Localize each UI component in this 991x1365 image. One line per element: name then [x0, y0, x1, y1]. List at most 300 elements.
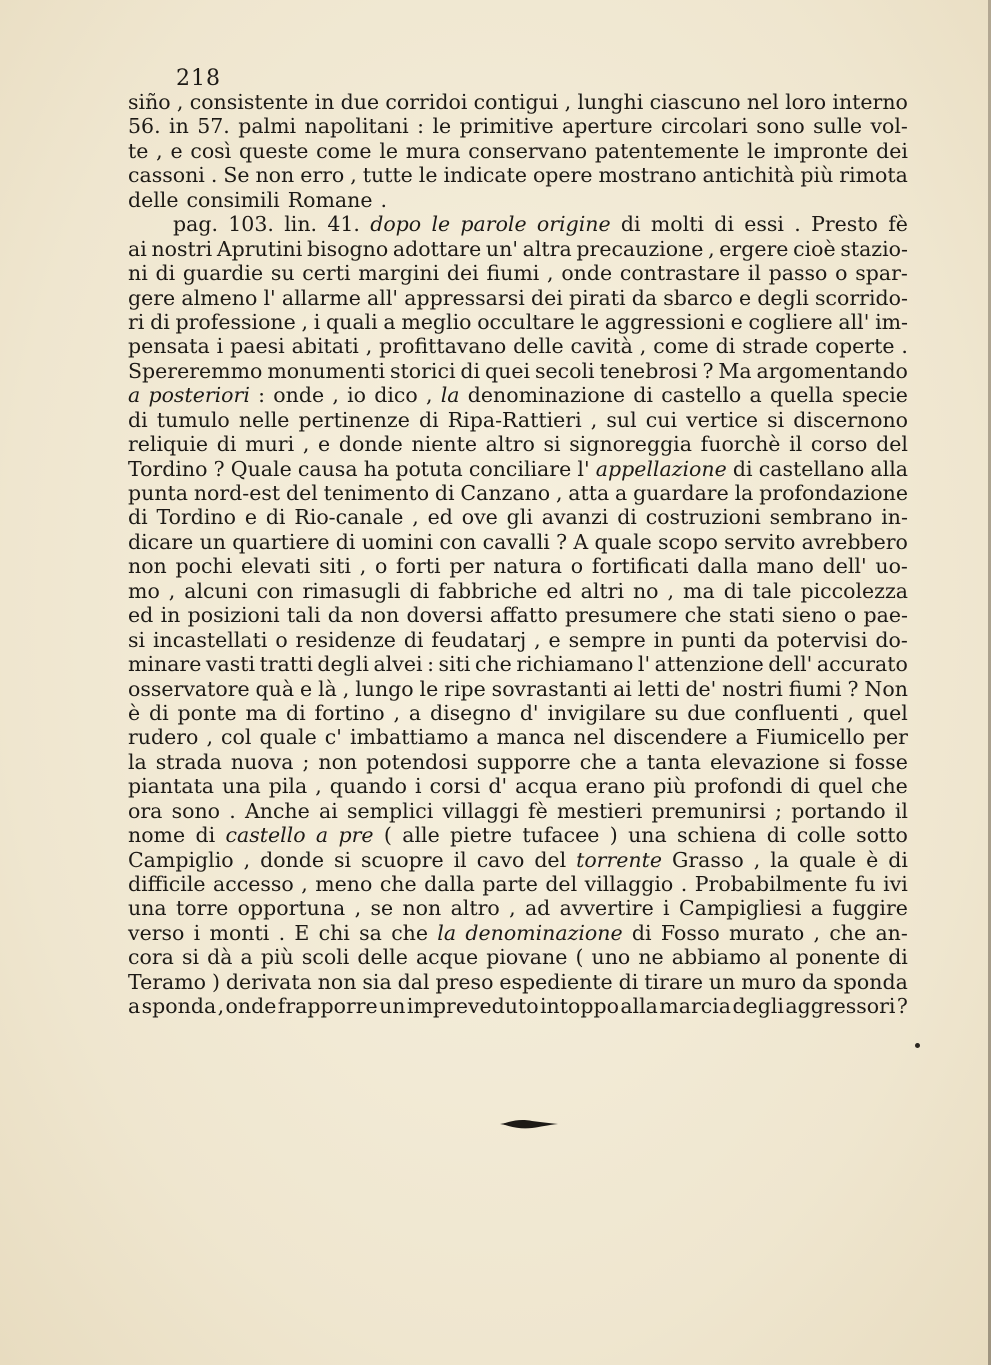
- word: fè: [528, 798, 548, 823]
- word: interno: [832, 90, 908, 114]
- word: degli: [317, 652, 369, 677]
- word: quale: [259, 725, 317, 750]
- word: imbattiamo: [349, 725, 469, 750]
- word: così: [190, 138, 232, 163]
- word: de': [685, 676, 717, 701]
- word: ?: [213, 456, 225, 481]
- word: ed: [427, 505, 453, 530]
- word: si: [128, 627, 146, 652]
- word: ): [609, 823, 618, 848]
- word: le: [432, 114, 452, 139]
- word: coperte: [815, 334, 895, 359]
- word: onde: [273, 383, 325, 408]
- word: ,: [342, 676, 350, 701]
- word: ,: [847, 700, 854, 725]
- word: specie: [841, 383, 908, 408]
- word: scorrido-: [815, 285, 908, 310]
- word: attenzione: [654, 652, 764, 677]
- word: avanzi: [541, 505, 609, 530]
- word: Tordino: [156, 505, 236, 530]
- word: sempre: [568, 627, 646, 652]
- word: quella: [769, 383, 834, 408]
- word: col: [221, 725, 252, 750]
- word: ,: [813, 920, 821, 945]
- word: premunirsi: [651, 798, 766, 823]
- word: che: [474, 652, 512, 677]
- text-line: [128, 237, 908, 261]
- word: piccolezza: [800, 578, 908, 603]
- word: ,: [753, 847, 761, 872]
- printer-ornament-icon: [500, 1116, 560, 1132]
- word: rudero: [128, 725, 199, 750]
- text-line: [128, 90, 908, 114]
- word: quando: [329, 774, 408, 799]
- word: sieno: [781, 603, 837, 628]
- word: si: [181, 945, 200, 970]
- word: signoreggia: [569, 432, 692, 457]
- word: quali: [326, 309, 378, 334]
- word: a: [810, 896, 824, 921]
- word: sembrano: [769, 505, 873, 530]
- word: di: [265, 505, 286, 530]
- word: parole: [460, 212, 527, 237]
- text-line: [128, 212, 908, 236]
- word: .: [794, 212, 801, 237]
- word: siño: [128, 90, 171, 114]
- word: supporre: [476, 749, 571, 774]
- text-line: [128, 188, 908, 212]
- word: loro: [785, 90, 827, 114]
- word: su: [270, 261, 295, 286]
- text-line: [128, 481, 908, 505]
- word: i: [663, 896, 670, 921]
- word: osservatore: [128, 676, 250, 701]
- text-line: [128, 945, 908, 969]
- text-line: [128, 408, 908, 432]
- word: castellano: [758, 456, 865, 481]
- word: che: [379, 872, 417, 896]
- word: incastellati: [152, 627, 268, 652]
- word: del: [285, 481, 318, 505]
- word: ,: [301, 309, 308, 334]
- word: lin.: [284, 212, 318, 237]
- word: castello: [225, 823, 306, 848]
- word: Fiumicello: [755, 725, 865, 750]
- word: ponente: [795, 945, 881, 970]
- word: dell': [822, 554, 867, 579]
- word: di: [403, 627, 424, 652]
- word: una: [128, 896, 167, 921]
- word: un: [708, 969, 736, 994]
- word: un: [199, 529, 227, 554]
- word: contigui: [473, 90, 559, 114]
- word: monumenti: [267, 358, 386, 383]
- word: scuopre: [361, 847, 444, 872]
- word: Fosso: [660, 920, 720, 945]
- word: da: [743, 627, 769, 652]
- word: ,: [350, 163, 357, 188]
- word: aggressori: [785, 994, 896, 1019]
- word: si: [333, 847, 352, 872]
- word: si: [543, 432, 561, 457]
- word: che: [391, 920, 429, 945]
- word: :: [258, 383, 266, 408]
- word: cogliere: [748, 309, 833, 334]
- word: ?: [702, 358, 714, 383]
- text-line: [128, 750, 908, 774]
- word: ,: [315, 774, 322, 799]
- word: pag.: [173, 212, 218, 237]
- word: vol-: [870, 114, 908, 139]
- word: impreveduto: [406, 994, 539, 1019]
- word: passo: [768, 261, 828, 286]
- word: conservano: [468, 138, 588, 163]
- word: stati: [728, 603, 775, 628]
- word: ,: [509, 896, 516, 921]
- word: che: [684, 603, 722, 628]
- word: gli: [506, 505, 533, 530]
- word: alla: [870, 456, 908, 481]
- word: da: [801, 969, 828, 994]
- word: ?: [847, 676, 859, 701]
- word: in: [314, 90, 335, 114]
- word: fuorchè: [700, 432, 781, 457]
- word: strada: [155, 749, 222, 774]
- word: .: [380, 187, 388, 212]
- word: ora: [128, 798, 163, 823]
- word: se: [370, 896, 394, 921]
- word: nuova: [230, 749, 294, 774]
- word: paesi: [230, 334, 285, 359]
- text-line: [128, 114, 908, 138]
- word: un: [379, 994, 406, 1019]
- word: quà: [255, 676, 295, 701]
- word: tale: [752, 578, 792, 603]
- word: pensata: [128, 334, 210, 359]
- word: :: [417, 114, 425, 139]
- word: Quale: [230, 456, 292, 481]
- word: Ripa-Rattieri: [447, 407, 582, 432]
- word: semplici: [346, 798, 434, 823]
- word: non: [128, 554, 167, 579]
- word: pochi: [175, 554, 233, 579]
- word: Ma: [718, 358, 752, 383]
- word: ,: [243, 847, 251, 872]
- word: Aprutini: [216, 236, 303, 261]
- word: non: [318, 749, 358, 774]
- word: sponda: [141, 994, 217, 1019]
- word: la: [128, 749, 147, 774]
- word: all': [838, 309, 870, 334]
- word: lungo: [355, 676, 414, 701]
- word: non: [255, 163, 295, 188]
- word: onde: [225, 994, 277, 1019]
- word: e: [730, 309, 743, 334]
- word: i: [415, 774, 422, 799]
- word: con: [439, 529, 477, 554]
- word: E: [294, 920, 310, 945]
- word: la: [437, 920, 457, 945]
- word: elevati: [240, 554, 311, 579]
- word: guardare: [633, 481, 729, 505]
- text-line: [128, 848, 908, 872]
- word: le: [431, 212, 451, 237]
- word: muri: [245, 432, 295, 457]
- word: Non: [864, 676, 908, 701]
- word: all': [367, 285, 399, 310]
- word: le: [419, 676, 439, 701]
- word: espediente: [499, 969, 613, 994]
- word: si: [767, 407, 785, 432]
- word: quel: [862, 700, 908, 725]
- word: fabbriche: [438, 578, 538, 603]
- word: una: [628, 823, 667, 848]
- word: le: [580, 309, 600, 334]
- word: verso: [128, 920, 185, 945]
- word: storici: [390, 358, 456, 383]
- word: pre: [338, 823, 374, 848]
- word: forti: [396, 554, 441, 579]
- word: erano: [585, 774, 646, 799]
- word: ha: [363, 456, 390, 481]
- word: ,: [301, 872, 308, 896]
- word: delle: [128, 187, 179, 212]
- text-line: [128, 286, 908, 310]
- word: al: [768, 945, 788, 970]
- word: profittavano: [379, 334, 507, 359]
- word: vasti: [205, 652, 256, 677]
- word: punti: [681, 627, 736, 652]
- ink-dot: [915, 1043, 920, 1048]
- word: ,: [555, 481, 563, 505]
- word: pirati: [569, 285, 626, 310]
- word: almeno: [181, 285, 258, 310]
- word: aggressioni: [604, 309, 725, 334]
- word: origine: [536, 212, 611, 237]
- word: non: [317, 969, 357, 994]
- word: .: [901, 334, 908, 359]
- word: sponda: [833, 969, 908, 994]
- word: dell': [768, 652, 813, 677]
- word: patentemente: [594, 138, 740, 163]
- word: di: [216, 432, 237, 457]
- word: tenimento: [323, 481, 430, 505]
- word: di: [285, 700, 306, 725]
- word: fortificati: [591, 554, 689, 579]
- word: adottare: [392, 236, 482, 261]
- word: ,: [302, 432, 310, 457]
- word: in-: [881, 505, 908, 530]
- word: tutte: [362, 163, 413, 188]
- word: opere: [532, 163, 593, 188]
- word: ed: [546, 578, 572, 603]
- text-line: [128, 677, 908, 701]
- word: la: [770, 847, 789, 872]
- word: l': [637, 652, 651, 677]
- word: ne: [638, 945, 664, 970]
- text-line: [128, 139, 908, 163]
- word: argomentando: [756, 358, 908, 383]
- word: una: [222, 774, 261, 799]
- word: il: [453, 847, 467, 872]
- word: costruzioni: [645, 505, 761, 530]
- word: di: [434, 481, 455, 505]
- word: mostrano: [598, 163, 697, 188]
- word: scopo: [658, 529, 718, 554]
- word: dà: [207, 945, 233, 970]
- word: .: [229, 798, 236, 823]
- word: la: [734, 481, 754, 505]
- word: a: [749, 383, 762, 408]
- word: onde: [561, 261, 613, 286]
- word: altro: [485, 432, 535, 457]
- text-line: [128, 799, 908, 823]
- word: quel: [817, 774, 863, 799]
- word: sovrastanti: [491, 676, 608, 701]
- word: minare: [128, 652, 202, 677]
- word: ciascuno: [649, 90, 741, 114]
- word: elevazione: [709, 749, 820, 774]
- word: avrebbero: [801, 529, 908, 554]
- word: acque: [415, 945, 479, 970]
- word: a: [383, 309, 396, 334]
- word: cui: [645, 407, 678, 432]
- word: fiumi: [788, 676, 842, 701]
- word: da: [327, 603, 354, 628]
- word: che: [829, 920, 867, 945]
- word: di: [128, 407, 148, 432]
- word: a: [240, 945, 253, 970]
- word: più: [260, 945, 294, 970]
- word: ni: [128, 261, 148, 286]
- word: di: [620, 212, 641, 237]
- word: piantata: [128, 774, 215, 799]
- word: è: [866, 847, 879, 872]
- word: .: [680, 872, 688, 896]
- word: più: [800, 163, 834, 188]
- word: ed: [128, 603, 154, 628]
- word: non: [402, 896, 442, 921]
- word: a: [615, 481, 628, 505]
- word: Campiglio: [128, 847, 234, 872]
- word: guardie: [182, 261, 264, 286]
- word: fè: [888, 212, 908, 237]
- word: ma: [683, 578, 715, 603]
- word: pae-: [863, 603, 908, 628]
- text-line: [128, 457, 908, 481]
- word: di: [128, 505, 148, 530]
- word: profondazione: [759, 481, 908, 505]
- word: di: [150, 309, 170, 334]
- word: di: [149, 700, 169, 725]
- word: di: [195, 823, 216, 848]
- word: manca: [496, 725, 566, 750]
- word: o: [570, 554, 584, 579]
- word: occultare: [477, 309, 575, 334]
- word: meglio: [401, 309, 472, 334]
- word: e: [300, 676, 313, 701]
- word: non: [360, 603, 400, 628]
- text-line: [128, 774, 908, 798]
- word: a: [128, 994, 141, 1019]
- word: mestieri: [556, 798, 643, 823]
- word: per: [872, 725, 908, 750]
- word: posteriori: [148, 383, 250, 408]
- word: a: [735, 725, 748, 750]
- word: di: [732, 456, 753, 481]
- word: accurato: [816, 652, 908, 677]
- word: di: [460, 358, 481, 383]
- word: 57.: [197, 114, 230, 139]
- word: ove: [461, 505, 498, 530]
- word: ,: [590, 407, 598, 432]
- word: come: [316, 138, 372, 163]
- word: del: [876, 432, 908, 457]
- word: piovane: [486, 945, 568, 970]
- word: professione: [175, 309, 296, 334]
- word: confluenti: [734, 700, 839, 725]
- word: disegno: [429, 700, 511, 725]
- text-line: [128, 628, 908, 652]
- word: ponte: [177, 700, 237, 725]
- word: richiamano: [516, 652, 634, 677]
- word: abitati: [291, 334, 359, 359]
- word: abbiamo: [671, 945, 761, 970]
- word: villaggio: [584, 872, 674, 896]
- word: sa: [359, 920, 382, 945]
- word: reliquie: [128, 432, 209, 457]
- word: im-: [875, 309, 908, 334]
- text-line: [128, 652, 908, 676]
- word: denominazione: [467, 383, 626, 408]
- word: potendosi: [366, 749, 468, 774]
- word: dei: [876, 138, 908, 163]
- word: contrastare: [619, 261, 741, 286]
- word: uo-: [875, 554, 908, 579]
- word: natura: [493, 554, 562, 579]
- word: torre: [175, 896, 229, 921]
- word: ivi: [883, 872, 908, 896]
- word: e: [548, 627, 561, 652]
- word: tali: [286, 603, 321, 628]
- word: quale: [798, 847, 857, 872]
- word: fosse: [854, 749, 908, 774]
- word: sono: [756, 114, 805, 139]
- word: corridoi: [385, 90, 468, 114]
- word: discendere: [613, 725, 728, 750]
- word: nelle: [238, 407, 290, 432]
- word: aperture: [561, 114, 653, 139]
- word: portando: [791, 798, 886, 823]
- word: dicare: [128, 529, 194, 554]
- word: tratti: [259, 652, 313, 677]
- word: (: [383, 823, 392, 848]
- word: punta: [128, 481, 188, 505]
- word: ma: [245, 700, 278, 725]
- text-line: [128, 603, 908, 627]
- word: profondi: [694, 774, 783, 799]
- word: villaggi: [442, 798, 519, 823]
- word: altra: [522, 236, 572, 261]
- word: letti: [637, 676, 680, 701]
- word: nel: [746, 90, 779, 114]
- word: là: [318, 676, 337, 701]
- word: meno: [315, 872, 373, 896]
- word: e: [170, 138, 183, 163]
- word: preso: [435, 969, 494, 994]
- word: ,: [564, 90, 572, 114]
- word: il: [894, 798, 908, 823]
